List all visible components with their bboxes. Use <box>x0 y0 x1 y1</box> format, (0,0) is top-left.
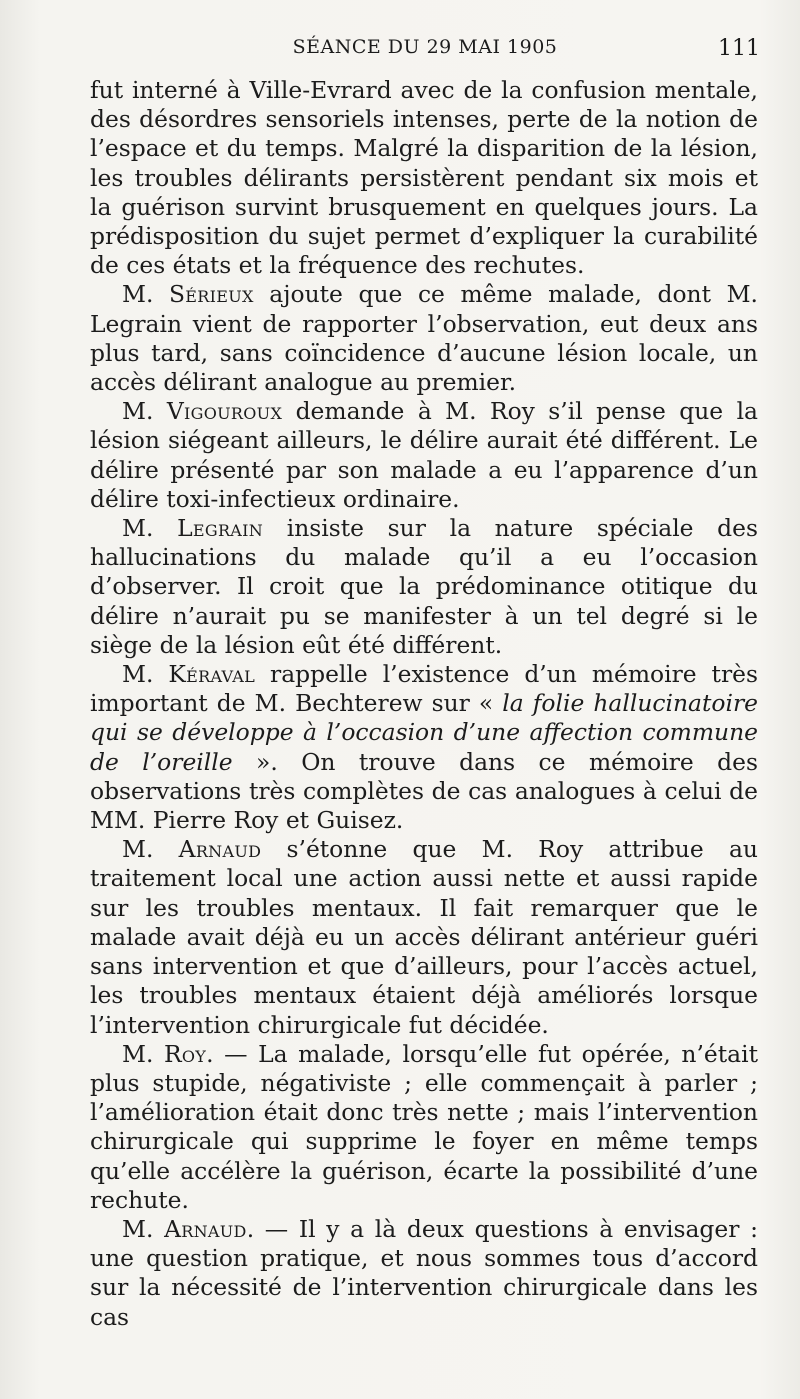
italic-title: la folie hallucinatoire qui se développe à l’occasion d’une affection commune de l’oreille <box>90 689 758 776</box>
paragraph-text: ». On trouve dans ce mémoire des observations très complètes de cas analogues à celui de MM. Pierre Roy et Guisez. <box>90 747 759 835</box>
speaker-name: Sérieux <box>168 280 254 309</box>
paragraph-text: M. <box>122 1214 165 1243</box>
paragraph <box>90 1215 758 1332</box>
paragraph-text: M. <box>122 514 178 543</box>
paragraph-text: M. <box>122 280 169 309</box>
paragraph-text: s’étonne que M. Roy attribue au traitement local une action aussi nette et aussi rapide sur les troubles mentaux. Il fait remarquer que le malade avait déjà eu un accès délirant antérieur guéri sans intervention et que d’ailleurs, pour l’accès actuel, les troubles mentaux étaient déjà améliorés lorsque l’intervention chirurgicale fut décidée. <box>90 835 758 1039</box>
paragraph <box>90 397 758 514</box>
paragraph-text: . — La malade, lorsqu’elle fut opérée, n’était plus stupide, négativiste ; elle commençait à parler ; l’amélioration était donc très nette ; mais l’intervention chirurgicale qui supprime le foyer en même temps qu’elle accélère la guérison, écarte la possibilité d’une rechute. <box>90 1039 758 1214</box>
paragraph-text: M. <box>122 660 169 689</box>
paragraph <box>90 280 758 397</box>
speaker-name: Legrain <box>177 514 264 543</box>
speaker-name: Arnaud <box>164 1214 247 1243</box>
body-text <box>90 76 758 1332</box>
speaker-name: Arnaud <box>178 835 262 864</box>
speaker-name: Kéraval <box>168 660 256 689</box>
paragraph-text: ajoute que ce même malade, dont M. Legrain vient de rapporter l’observation, eut deux ans plus tard, sans coïncidence d’aucune lésion locale, un accès délirant analogue au premier. <box>90 280 758 397</box>
speaker-name: Roy <box>163 1039 207 1068</box>
paragraph <box>90 514 758 660</box>
running-head: SÉANCE DU 29 MAI 1905 <box>292 36 558 58</box>
page-header <box>90 36 760 66</box>
paragraph-text: . — Il y a là deux questions à envisager : une question pratique, et nous sommes tous d’accord sur la nécessité de l’intervention chirurgicale dans les cas <box>90 1214 758 1331</box>
paragraph-text: fut interné à Ville-Evrard avec de la confusion mentale, des désordres sensoriels intenses, perte de la notion de l’espace et du temps. Malgré la disparition de la lésion, les troubles délirants persistèrent pendant six mois et la guérison survint brusquement en quelques jours. La prédisposition du sujet permet d’expliquer la curabilité de ces états et la fréquence des rechutes. <box>90 76 758 280</box>
paragraph <box>90 660 758 835</box>
speaker-name: Vigouroux <box>166 397 283 426</box>
paragraph-text: demande à M. Roy s’il pense que la lésion siégeant ailleurs, le délire aurait été différent. Le délire présenté par son malade a eu l’apparence d’un délire toxi-infectieux ordinaire. <box>90 397 758 513</box>
paragraph <box>90 76 758 280</box>
page-number: 111 <box>718 36 760 61</box>
paragraph-text: rappelle l’existence d’un mémoire très important de M. Bechterew sur « <box>90 660 758 718</box>
paragraph-text: M. <box>122 1039 164 1068</box>
paragraph-text: M. <box>122 835 179 864</box>
paragraph <box>90 835 758 1039</box>
paragraph <box>90 1040 758 1215</box>
paragraph-text: M. <box>122 397 167 426</box>
paragraph-text: insiste sur la nature spéciale des hallucinations du malade qu’il a eu l’occasion d’observer. Il croit que la prédominance otitique du délire n’aurait pu se manifester à un tel degré si le siège de la lésion eût été différent. <box>90 514 758 659</box>
